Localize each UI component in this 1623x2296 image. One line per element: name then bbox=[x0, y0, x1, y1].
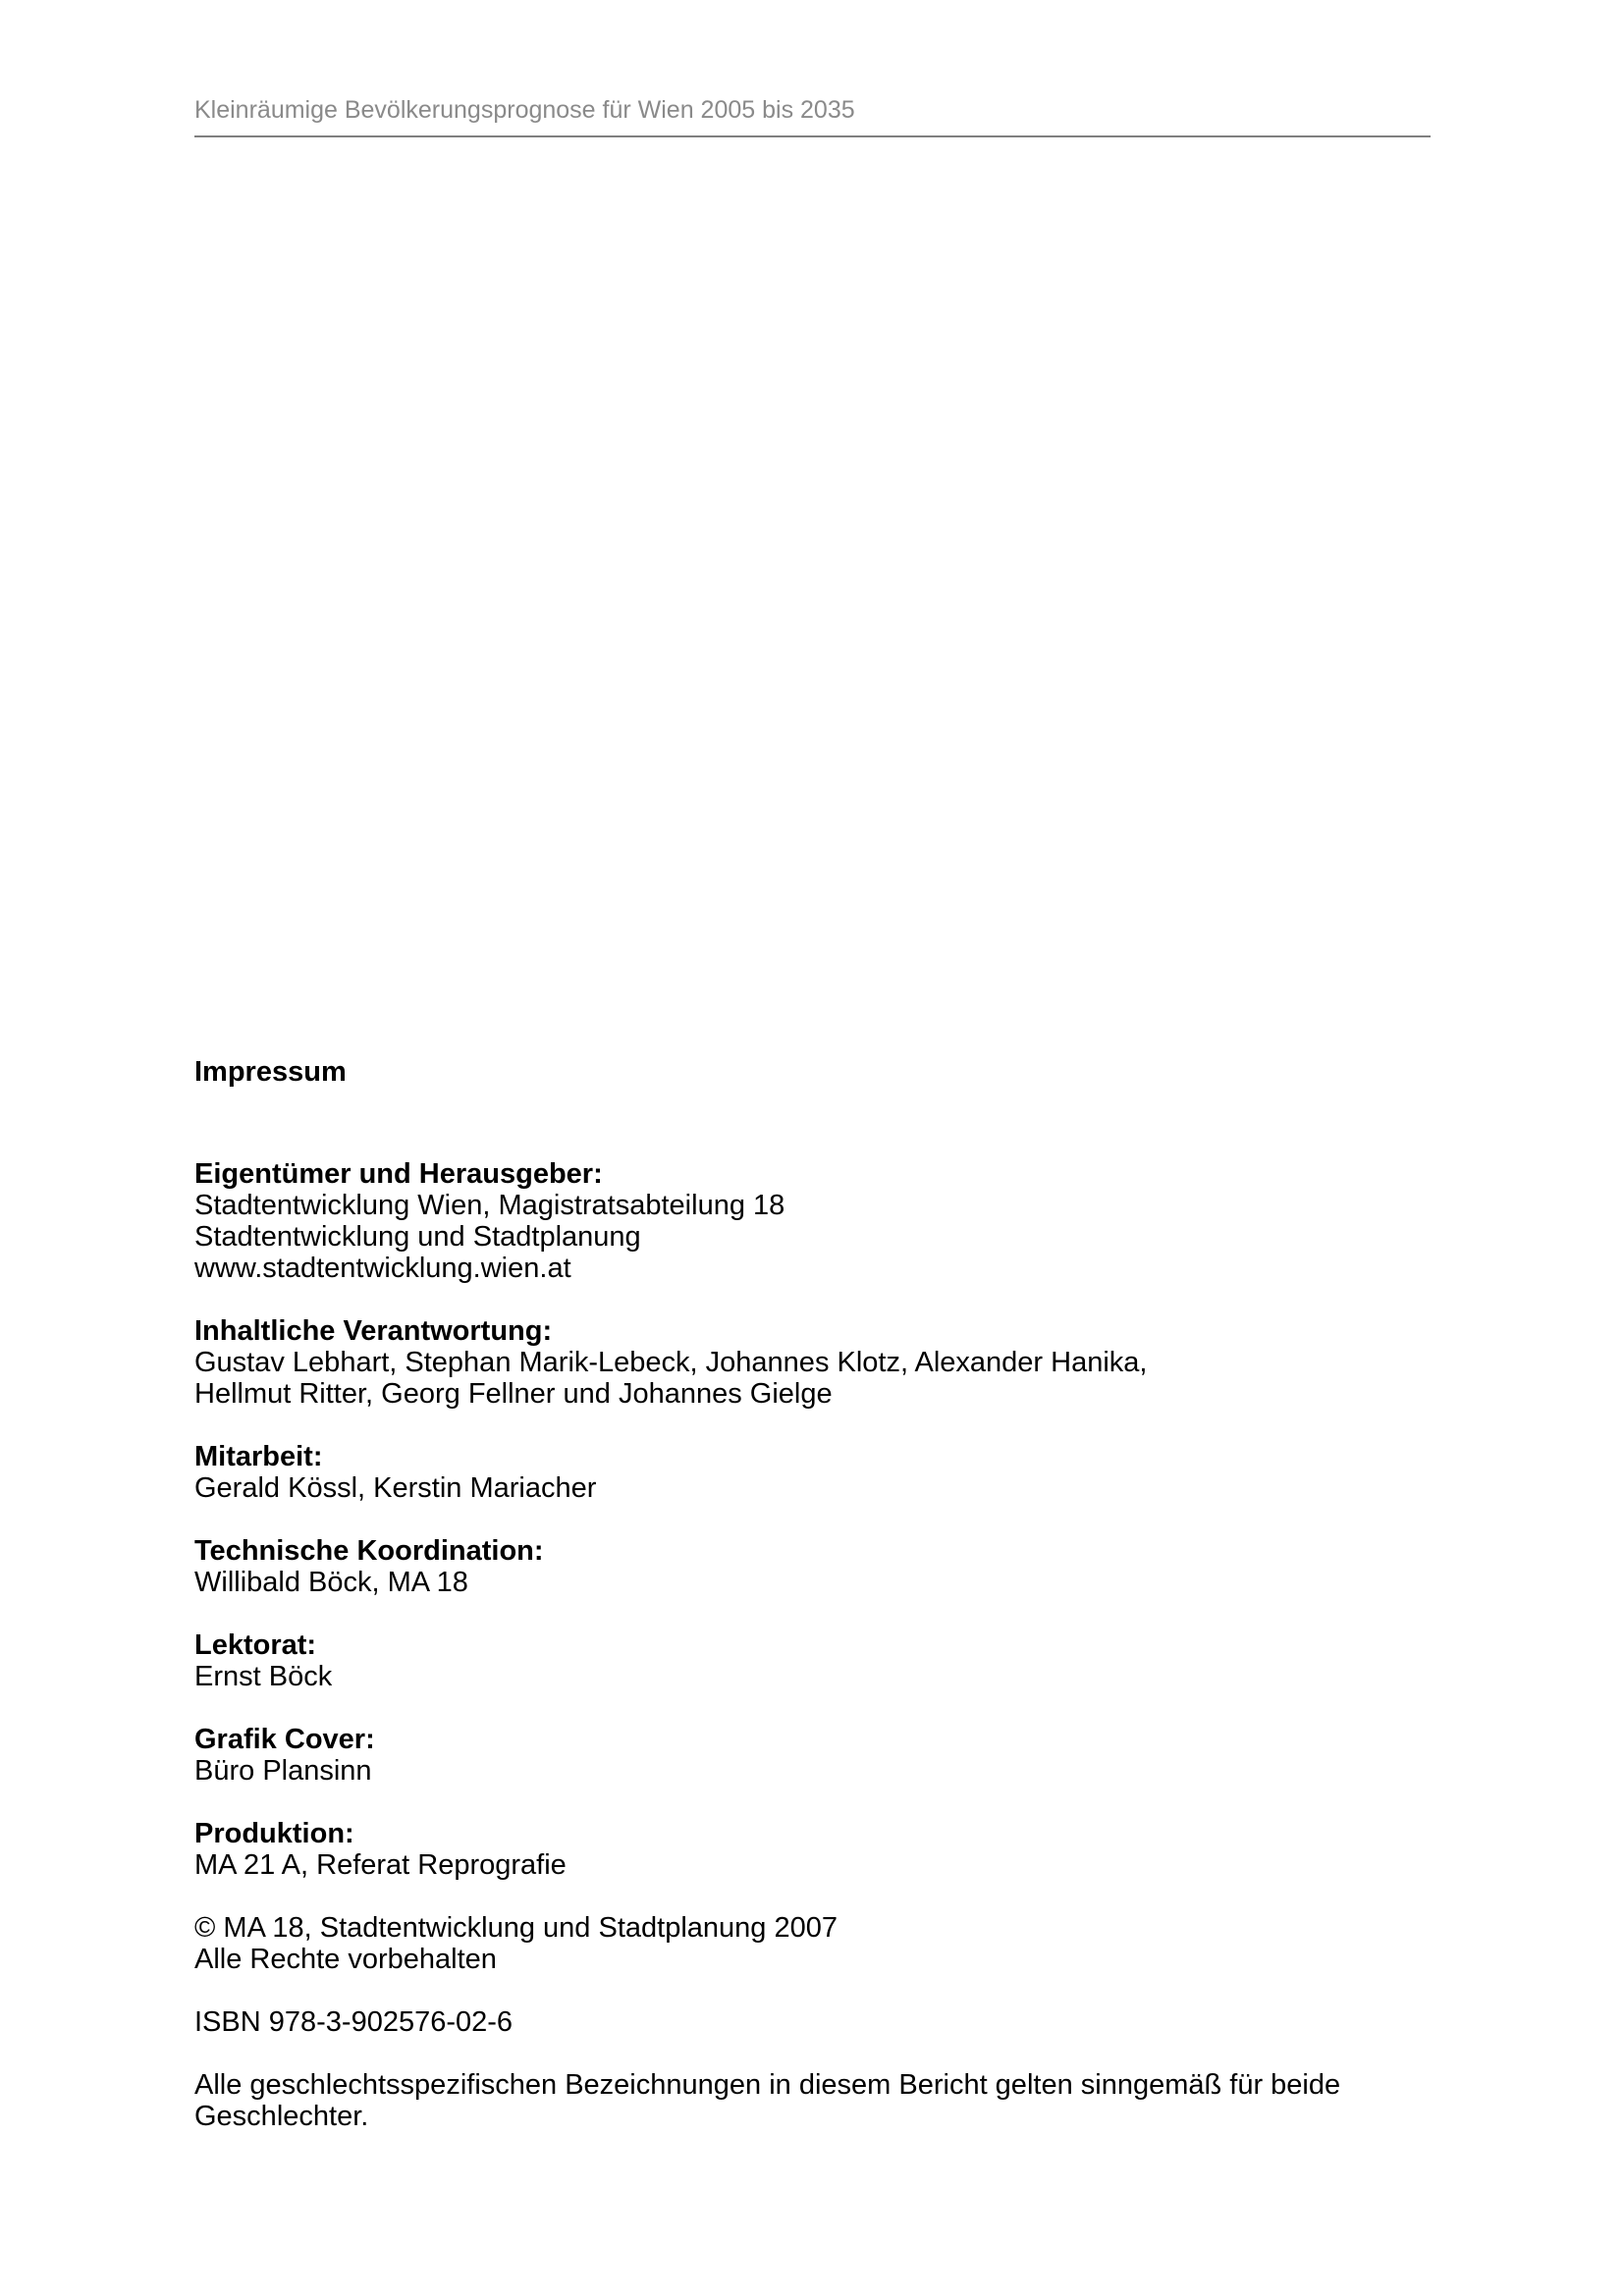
section-content-responsibility bbox=[194, 1315, 1431, 1410]
collaborators-line: Gerald Kössl, Kerstin Mariacher bbox=[194, 1472, 597, 1504]
authors-line: Hellmut Ritter, Georg Fellner und Johannes Gielge bbox=[194, 1378, 833, 1410]
section-heading: Lektorat: bbox=[194, 1629, 317, 1661]
cover-designer-line: Büro Plansinn bbox=[194, 1755, 372, 1787]
gender-note-line: Alle geschlechtsspezifischen Bezeichnungen in diesem Bericht gelten sinngemäß für beide bbox=[194, 2069, 1341, 2101]
section-heading: Produktion: bbox=[194, 1818, 354, 1849]
production-line: MA 21 A, Referat Reprografie bbox=[194, 1849, 567, 1881]
proofreader-line: Ernst Böck bbox=[194, 1661, 333, 1692]
rights-reserved-line: Alle Rechte vorbehalten bbox=[194, 1944, 497, 1975]
section-cover-graphics bbox=[194, 1724, 1431, 1787]
coordinator-line: Willibald Böck, MA 18 bbox=[194, 1567, 468, 1598]
section-heading: Grafik Cover: bbox=[194, 1724, 375, 1755]
section-proofreading bbox=[194, 1629, 1431, 1692]
section-heading: Inhaltliche Verantwortung: bbox=[194, 1315, 553, 1347]
gender-note-line: Geschlechter. bbox=[194, 2101, 369, 2132]
publisher-url: www.stadtentwicklung.wien.at bbox=[194, 1253, 571, 1284]
section-heading: Eigentümer und Herausgeber: bbox=[194, 1158, 603, 1190]
section-collaboration bbox=[194, 1441, 1431, 1504]
page-header bbox=[194, 94, 1431, 137]
publisher-line: Stadtentwicklung Wien, Magistratsabteilung 18 bbox=[194, 1190, 785, 1221]
section-heading: Technische Koordination: bbox=[194, 1535, 544, 1567]
section-production bbox=[194, 1818, 1431, 1881]
publisher-line: Stadtentwicklung und Stadtplanung bbox=[194, 1221, 641, 1253]
isbn bbox=[194, 2006, 1431, 2038]
imprint-block bbox=[194, 1056, 1431, 2163]
isbn-line: ISBN 978-3-902576-02-6 bbox=[194, 2006, 514, 2038]
copyright-line: © MA 18, Stadtentwicklung und Stadtplanung 2007 bbox=[194, 1912, 838, 1944]
imprint-title: Impressum bbox=[194, 1056, 347, 1088]
gender-note bbox=[194, 2069, 1431, 2132]
copyright-notice bbox=[194, 1912, 1431, 1975]
authors-line: Gustav Lebhart, Stephan Marik-Lebeck, Johannes Klotz, Alexander Hanika, bbox=[194, 1347, 1148, 1378]
section-owner-publisher bbox=[194, 1158, 1431, 1284]
section-heading: Mitarbeit: bbox=[194, 1441, 323, 1472]
running-title: Kleinräumige Bevölkerungsprognose für Wien 2005 bis 2035 bbox=[194, 96, 855, 124]
section-technical-coordination bbox=[194, 1535, 1431, 1598]
